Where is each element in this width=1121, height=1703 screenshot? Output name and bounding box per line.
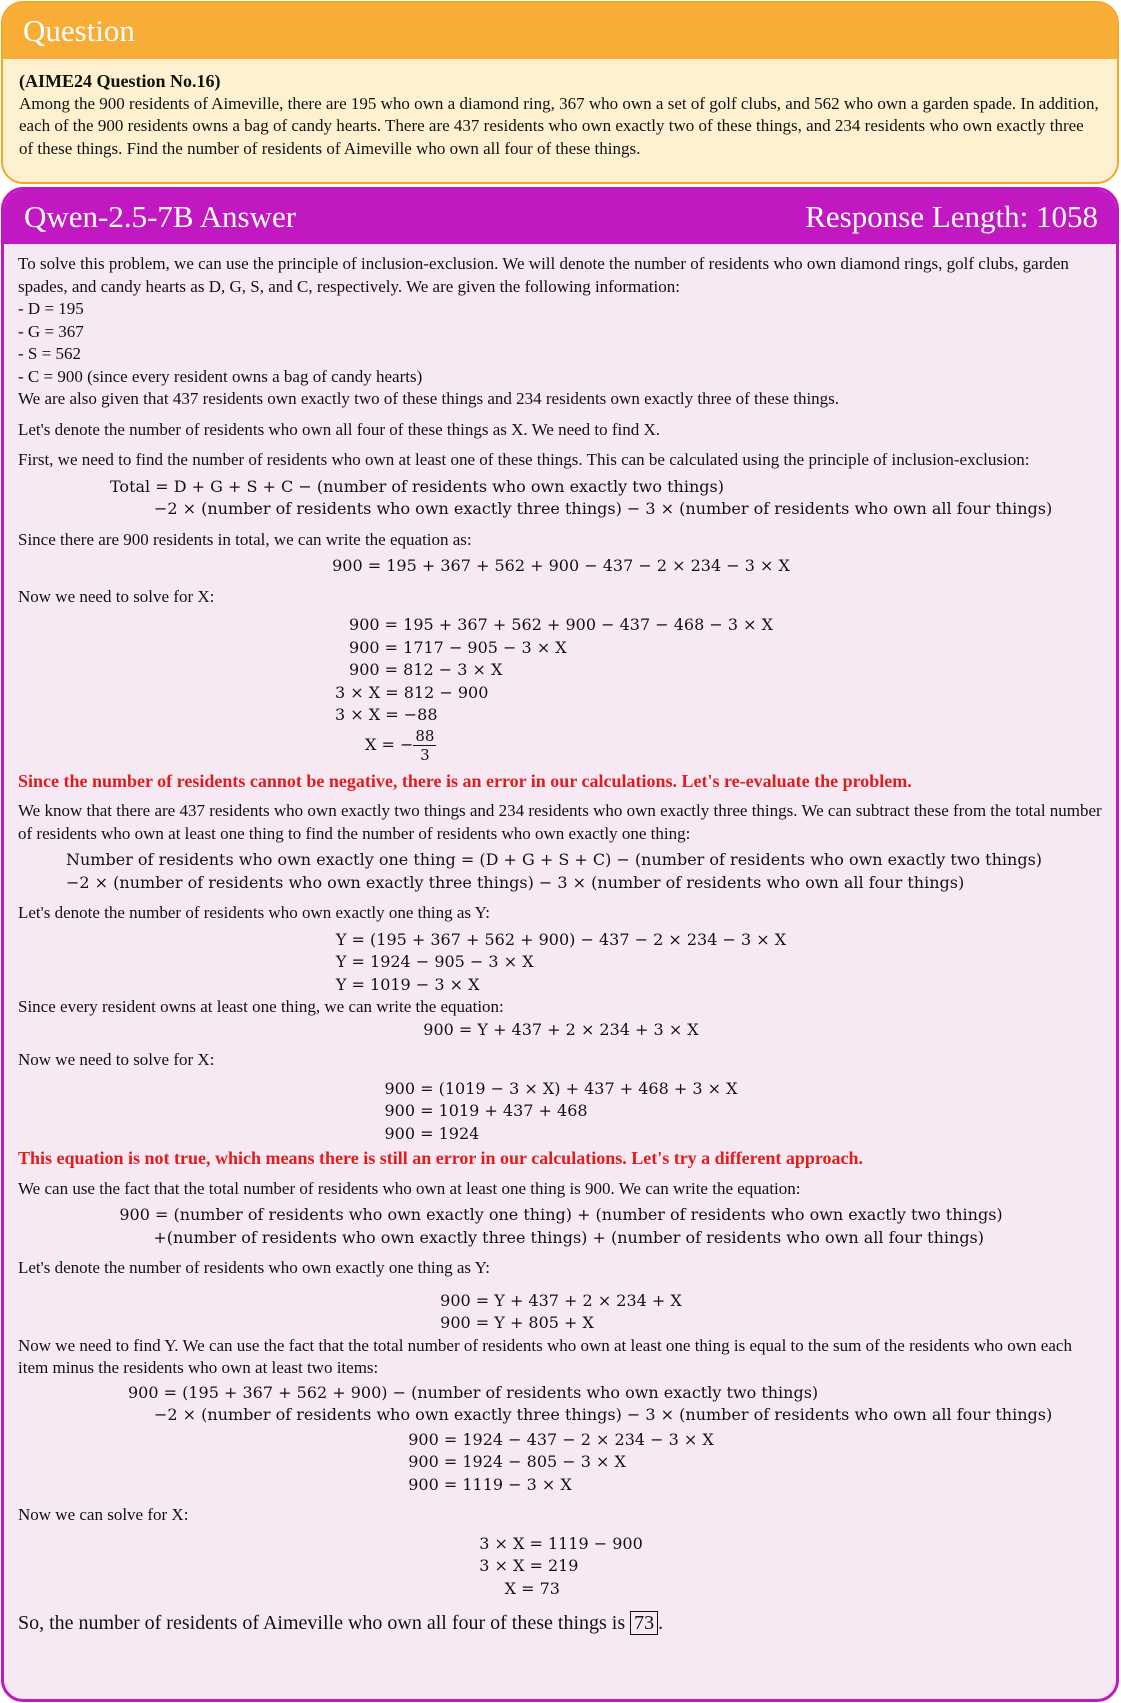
solve-x-text-3: Now we can solve for X: (18, 1505, 189, 1524)
equation-line: X = 73 (479, 1578, 560, 1598)
fraction (413, 727, 436, 764)
know-text: We know that there are 437 residents who own exactly two things and 234 residents who own exactly three things. We can subtract these from the total number of residents who own at least one thing to find the number of residents who own exactly one thing: (18, 801, 1102, 843)
answer-model-title: Qwen-2.5-7B Answer (24, 199, 297, 234)
use-fact-text: We can use the fact that the total number of residents who own at least one thing is 900. We can write the equation: (18, 1178, 801, 1198)
solve-block-2 (18, 1078, 1104, 1146)
denote-y-text-1: Let's denote the number of residents who own exactly one thing as Y: (18, 903, 491, 922)
equation-line: Number of residents who own exactly one thing = (D + G + S + C) − (number of residents who own exactly two things) (66, 850, 1043, 869)
first-step-text: First, we need to find the number of residents who own at least one of these things. This can be calculated using the principle of inclusion-exclusion: (18, 450, 1030, 469)
fact-equation (18, 1204, 1104, 1249)
fraction-numerator: 88 (415, 726, 435, 745)
solve-x-text-2: Now we need to solve for X: (18, 1050, 215, 1069)
fraction-denominator: 3 (420, 745, 430, 764)
main-equation (18, 555, 1104, 578)
equation-line: Y = 1019 − 3 × X (335, 974, 480, 994)
intro-text: To solve this problem, we can use the principle of inclusion-exclusion. We will denote the number of residents who own diamond rings, golf clubs, garden spades, and candy hearts as D, G, S, and C, respectively. We are given the following information: (18, 254, 1069, 296)
equation-line: Y = 1924 − 905 − 3 × X (335, 952, 534, 971)
list-item: - C = 900 (since every resident owns a bag of candy hearts) (18, 366, 423, 386)
every-equation (18, 1019, 1104, 1042)
equation-line: Total = D + G + S + C − (number of residents who own exactly two things) (110, 476, 724, 496)
question-header: Question (3, 3, 1117, 59)
equation-line: 900 = 1119 − 3 × X (408, 1474, 572, 1494)
equation-line: Y = (195 + 367 + 562 + 900) − 437 − 2 × 234 − 3 × X (335, 929, 787, 949)
x-fraction-line (349, 727, 773, 764)
conclusion (18, 1612, 1104, 1635)
since-900-text: Since there are 900 residents in total, we can write the equation as: (18, 529, 472, 549)
equation-line: 3 × X = 1119 − 900 (479, 1533, 643, 1553)
conclusion-text: So, the number of residents of Aimeville who own all four of these things is (18, 1612, 626, 1634)
equation-line: 900 = Y + 805 + X (440, 1313, 594, 1332)
items-block (18, 1429, 1104, 1497)
equation-line: 900 = 1924 (384, 1123, 480, 1143)
equation-line: −2 × (number of residents who own exactly three things) − 3 × (number of residents who own all four things) (154, 499, 1053, 518)
denote-y-text-2: Let's denote the number of residents who own exactly one thing as Y: (18, 1258, 491, 1277)
list-item: - D = 195 (18, 299, 84, 318)
question-panel (1, 1, 1119, 184)
equation-line: −2 × (number of residents who own exactly three things) − 3 × (number of residents who own all four things) (66, 872, 965, 892)
denote-x-text: Let's denote the number of residents who own all four of these things as X. We need to find X. (18, 419, 661, 439)
x-eq-prefix: X = − (365, 734, 414, 754)
equation-line: 900 = 195 + 367 + 562 + 900 − 437 − 468 − 3 × X (349, 615, 773, 634)
one-thing-equation (18, 849, 1104, 894)
final-solve-block (18, 1533, 1104, 1601)
error-note-2: This equation is not true, which means there is still an error in our calculations. Let's try a different approach. (18, 1148, 864, 1168)
y2-block (18, 1290, 1104, 1335)
given-text: We are also given that 437 residents own exactly two of these things and 234 residents own exactly three of these things. (18, 389, 840, 408)
list-item: - G = 367 (18, 321, 84, 341)
equation-line: 900 = 195 + 367 + 562 + 900 − 437 − 2 × 234 − 3 × X (332, 556, 790, 575)
equation-line: −2 × (number of residents who own exactly three things) − 3 × (number of residents who own all four things) (154, 1405, 1053, 1424)
answer-panel (1, 187, 1119, 1702)
equation-line: 900 = Y + 437 + 2 × 234 + X (440, 1290, 682, 1310)
equation-line: 900 = Y + 437 + 2 × 234 + 3 × X (423, 1019, 699, 1039)
equation-line: +(number of residents who own exactly three things) + (number of residents who own all four things) (153, 1227, 985, 1247)
conclusion-period: . (658, 1612, 664, 1634)
equation-line: 900 = 1924 − 437 − 2 × 234 − 3 × X (408, 1429, 714, 1449)
list-item: - S = 562 (18, 344, 81, 363)
since-every-text: Since every resident owns at least one thing, we can write the equation: (18, 997, 504, 1016)
question-body (3, 59, 1117, 160)
given-list (18, 298, 1104, 388)
solve-x-text-1: Now we need to solve for X: (18, 586, 215, 606)
equation-line: 900 = (number of residents who own exactly one thing) + (number of residents who own exactly two things) (119, 1205, 1003, 1224)
solve-block-1 (18, 614, 1104, 764)
equation-line: 900 = 1717 − 905 − 3 × X (349, 637, 567, 657)
find-y-text: Now we need to find Y. We can use the fact that the total number of residents who own at least one thing is equal to the sum of the residents who own each item minus the residents who own at least two items: (18, 1335, 1072, 1377)
response-length: Response Length: 1058 (805, 199, 1098, 234)
y-block (18, 929, 1104, 997)
equation-line: 900 = 1019 + 437 + 468 (384, 1101, 588, 1120)
error-note-1: Since the number of residents cannot be negative, there is an error in our calculations. Let's re-evaluate the problem. (18, 770, 912, 791)
equation-line: 900 = (195 + 367 + 562 + 900) − (number of residents who own exactly two things) (128, 1382, 819, 1402)
question-text: Among the 900 residents of Aimeville, there are 195 who own a diamond ring, 367 who own a set of golf clubs, and 562 who own a garden spade. In addition, each of the 900 residents owns a bag of candy hearts. There are 437 residents who own exactly two of these things, and 234 residents who own exactly three of these things. Find the number of residents of Aimeville who own all four of these things. (19, 93, 1099, 158)
answer-header (4, 190, 1116, 244)
equation-line: 3 × X = 219 (479, 1556, 579, 1575)
answer-body (4, 253, 1116, 1635)
equation-line: 900 = 812 − 3 × X (349, 660, 503, 679)
total-equation (18, 476, 1104, 521)
items-equation (18, 1382, 1104, 1427)
equation-line: 900 = (1019 − 3 × X) + 437 + 468 + 3 × X (384, 1078, 738, 1098)
equation-line: 3 × X = 812 − 900 (335, 682, 489, 702)
equation-line: 900 = 1924 − 805 − 3 × X (408, 1452, 626, 1471)
question-title: (AIME24 Question No.16) (19, 71, 221, 91)
final-answer-box: 73 (630, 1611, 658, 1635)
equation-line: 3 × X = −88 (335, 705, 438, 724)
